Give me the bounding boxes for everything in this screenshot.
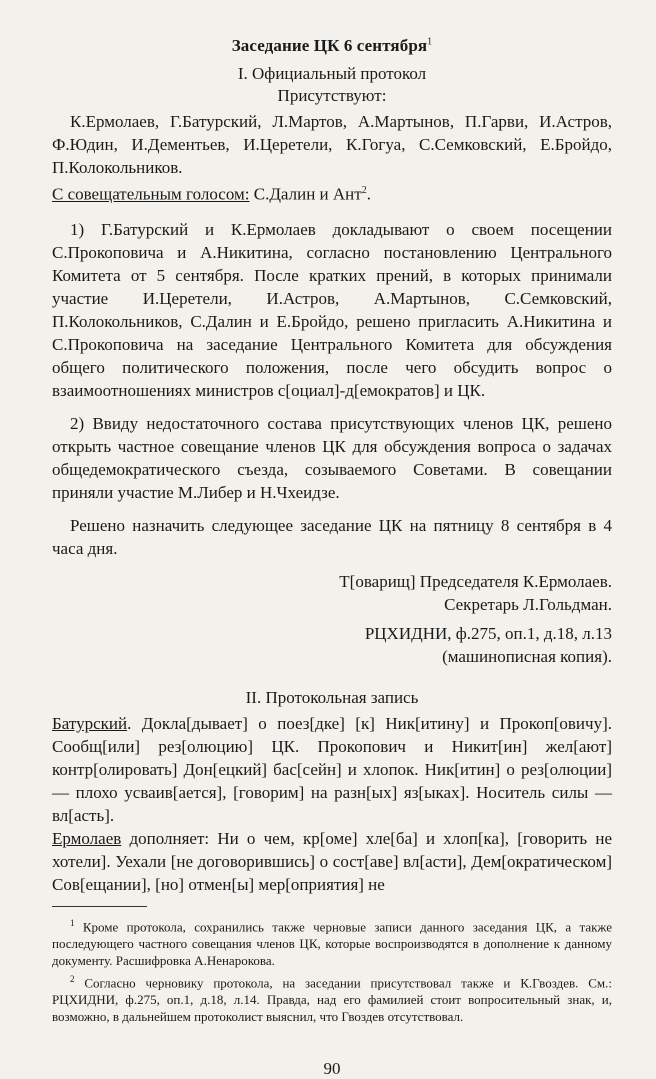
- advisory-line: [52, 179, 612, 206]
- secretary-signature: Секретарь Л.Гольдман.: [444, 594, 612, 614]
- footnote-text: Согласно черновику протокола, на заседании присутствовал также и К.Гвоздев. См.: РЦХИДНИ, ф.275, оп.1, д.18, л.14. Правда, над его фамилией стоит вопросительный знак, и, возможно, в дальнейшем протоколист выяснил, что Гвоздев отсутствовал.: [52, 975, 612, 1025]
- speaker-text: дополняет: Ни о чем, кр[оме] хле[ба] и хлоп[ка], [говорить не хотели]. Уехали [не договорившись] о сост[аве] вл[асти], Дем[ократическом] Сов[ещании], [но] отмен[ы] мер[оприятия] не: [52, 828, 612, 894]
- advisory-names: С.Далин и Ант: [249, 184, 362, 204]
- title-text: Заседание ЦК 6 сентября: [231, 36, 428, 55]
- section2: [52, 688, 612, 896]
- footnote-1: [52, 915, 612, 969]
- record-ermolaev: [52, 827, 612, 896]
- record-baturskiy: [52, 712, 612, 827]
- advisory-end: .: [366, 184, 371, 204]
- footnote-number: 1: [70, 917, 75, 928]
- agenda-item-2: 2) Ввиду недостаточного состава присутствующих членов ЦК, решено открыть частное совещание членов ЦК для обсуждения вопроса о задачах общедемократического съезда, созываемого Советами. В совещании приняли участие М.Либер и Н.Чхеидзе.: [52, 413, 612, 502]
- footnote-divider: [52, 906, 147, 907]
- speaker-text: . Докла[дывает] о поез[дке] [к] Ник[итину] и Прокоп[овичу]. Сообщ[или] рез[олюцию] ЦК. Прокопович и Никит[ин] жел[ают] контр[олировать] Дон[ецкий] бас[сейн] и хлопок. Ник[итин] о рез[олюции] — плохо усваив[ается], [говорим] на разн[ых] яз[ыках]. Носитель силы — вл[асть].: [52, 713, 612, 825]
- section2-heading: II. Протокольная запись: [245, 687, 419, 707]
- attendees-list: К.Ермолаев, Г.Батурский, Л.Мартов, А.Мартынов, П.Гарви, И.Астров, Ф.Юдин, И.Дементьев, И.Церетели, К.Гогуа, С.Семковский, Е.Бройдо, П.Колокольников.: [52, 112, 612, 177]
- page-number: 90: [323, 1059, 341, 1079]
- footnote-number: 2: [70, 973, 75, 984]
- footnote-text: Кроме протокола, сохранились также черновые записи данного заседания ЦК, а также последующего частного совещания членов ЦК, которые воспроизводятся в дополнение к данному документу. Расшифровка А.Ненарокова.: [52, 918, 612, 968]
- section1-heading: I. Официальный протокол: [237, 64, 427, 83]
- agenda-item-1: 1) Г.Батурский и К.Ермолаев докладывают о своем посещении С.Прокоповича и А.Никитина, согласно постановлению Центрального Комитета от 5 сентября. После кратких прений, в которых принимали участие И.Церетели, И.Астров, А.Мартынов, С.Семковский, П.Колокольников, С.Далин и Е.Бройдо, решено пригласить А.Никитина и С.Прокоповича на заседание Центрального Комитета для обсуждения общего политического положения, после чего обсудить вопрос о взаимоотношениях министров с[оциал]-д[емократов] и ЦК.: [52, 219, 612, 400]
- advisory-label: С совещательным голосом:: [52, 184, 250, 204]
- advisory-footnote-marker: 2: [361, 185, 367, 196]
- title-footnote-marker: 1: [427, 36, 433, 48]
- present-label: Присутствуют:: [277, 86, 387, 105]
- archive-reference: РЦХИДНИ, ф.275, оп.1, д.18, л.13: [364, 623, 612, 643]
- page-title: [52, 36, 612, 56]
- archive-note: (машинописная копия).: [442, 646, 612, 666]
- footnote-2: [52, 971, 612, 1025]
- speaker-name: Ермолаев: [52, 828, 122, 848]
- speaker-name: Батурский: [52, 713, 128, 733]
- next-meeting-paragraph: Решено назначить следующее заседание ЦК на пятницу 8 сентября в 4 часа дня.: [52, 515, 612, 558]
- chair-signature: Т[оварищ] Председателя К.Ермолаев.: [339, 571, 612, 591]
